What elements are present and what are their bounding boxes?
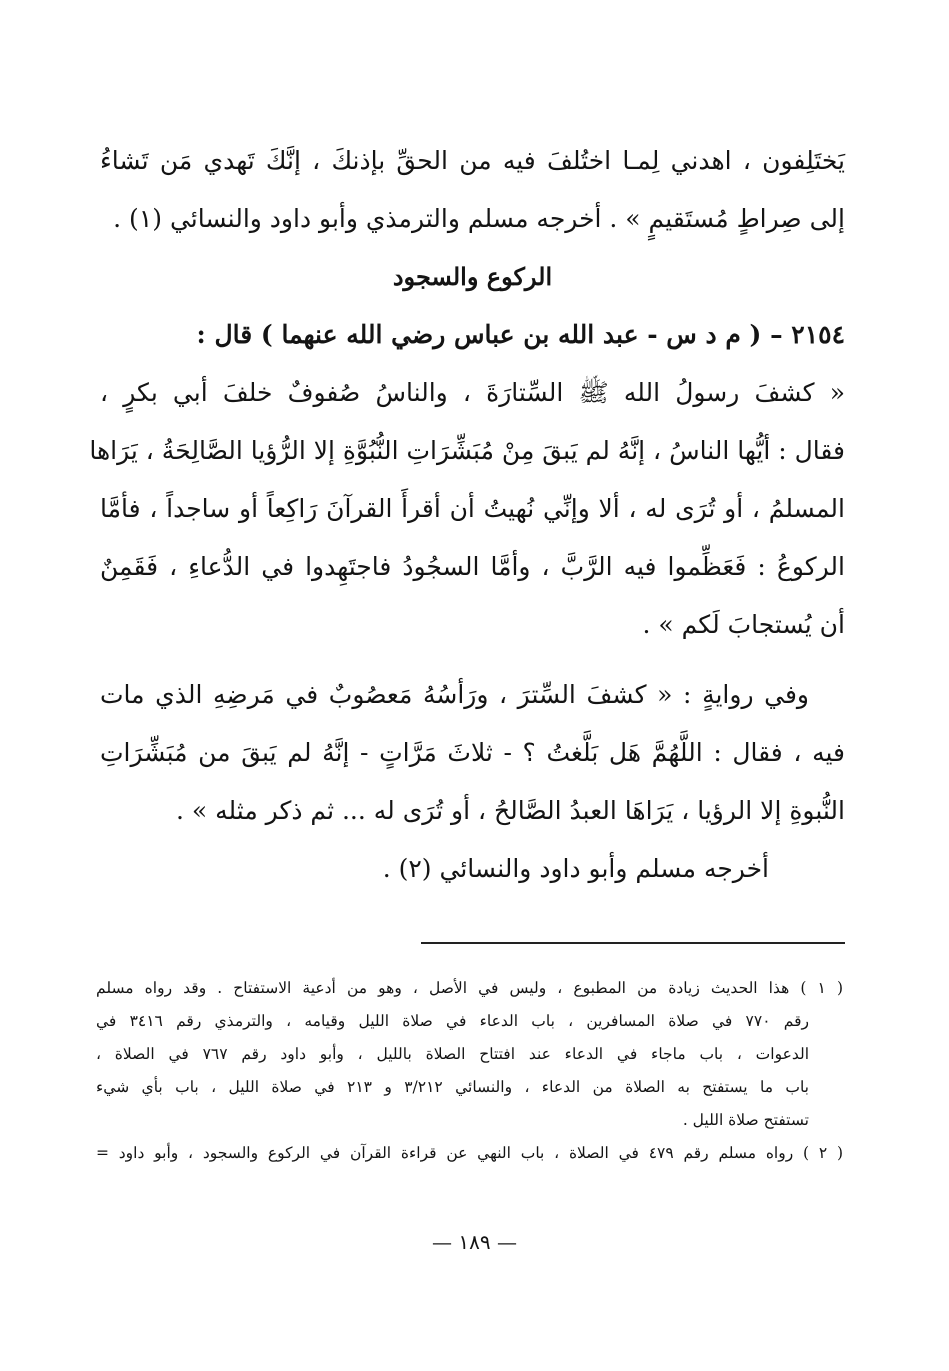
text-line: وفي روايةٍ : « كشفَ السِّترَ ، ورَأسُهُ مَعصُوبٌ في مَرضِهِ الذي مات [100,680,809,709]
footnote-line: رقم ٧٧٠ في صلاة المسافرين ، باب الدعاء في صلاة الليل وقيامه ، والترمذي رقم ٣٤١٦ في [96,1012,809,1030]
text-line: الركوعُ : فَعَظِّموا فيه الرَّبَّ ، وأمَّا السجُودُ فاجتَهِدوا في الدُّعاءِ ، فَقَمِنٌ [100,552,845,581]
text-line: « كشفَ رسولُ الله ﷺ السِّتارَةَ ، والناسُ صُفوفٌ خلفَ أبي بكرٍ ، [100,378,845,407]
text-line: فقال : أيُّها الناسُ ، إنَّهُ لم يَبقَ مِنْ مُبَشِّرَاتِ النُّبُوَّةِ إلا الرُّؤيا الصَّالِحَةُ ، يَرَاها [89,436,845,465]
footnote-line: تستفتح صلاة الليل . [682,1111,809,1129]
footnote-line: ( ١ ) هذا الحديث زيادة من المطبوع ، وليس في الأصل ، وهو من أدعية الاستفتاح . وقد رواه مسلم [96,979,843,997]
footnotes [96,972,843,1170]
hadith-header: ٢١٥٤ – ( م د س - عبد الله بن عباس رضي الله عنهما ) قال : [196,320,845,349]
main-text [89,132,845,898]
footnote-line: الدعوات ، باب ماجاء في الدعاء عند افتتاح الصلاة بالليل ، وأبو داود رقم ٧٦٧ في الصلاة ، [96,1045,810,1063]
paragraph-gap [100,654,845,666]
text-line: أن يُستجابَ لَكم » . [642,610,845,639]
page-number: — ١٨٩ — [432,1230,517,1254]
text-line: النُّبوةِ إلا الرؤيا ، يَرَاهَا العبدُ الصَّالحُ ، أو تُرَى له ... ثم ذكر مثله » . [175,796,845,825]
footnote-line: باب ما يستفتح به الصلاة من الدعاء ، والنسائي ٣/٢١٢ و ٢١٣ في صلاة الليل ، باب بأي شيء [96,1078,809,1096]
text-line: فيه ، فقال : اللَّهُمَّ هَل بَلَّغتُ ؟ - ثلاثَ مَرَّاتٍ - إنَّهُ لم يَبقَ من مُبَشِّرَاتِ [100,738,845,767]
text-line: إلى صِراطٍ مُستَقيمٍ » . أخرجه مسلم والترمذي وأبو داود والنسائي (١) . [113,204,845,233]
footnote-line: ( ٢ ) رواه مسلم رقم ٤٧٩ في الصلاة ، باب النهي عن قراءة القرآن في الركوع والسجود ، وأبو داود = [96,1144,843,1162]
section-heading: الركوع والسجود [392,262,553,291]
footnote-separator [421,942,845,944]
text-line: المسلمُ ، أو تُرَى له ، ألا وإنِّي نُهيتُ أن أقرأَ القرآنَ رَاكِعاً أو ساجداً ، فأمَّا [100,494,845,523]
text-line: يَختَلِفون ، اهدني لِمـا اختُلفَ فيه من الحقِّ بإذنكَ ، إنَّكَ تَهدي مَن تَشاءُ [100,146,845,175]
attribution-line: أخرجه مسلم وأبو داود والنسائي (٢) . [382,854,769,883]
